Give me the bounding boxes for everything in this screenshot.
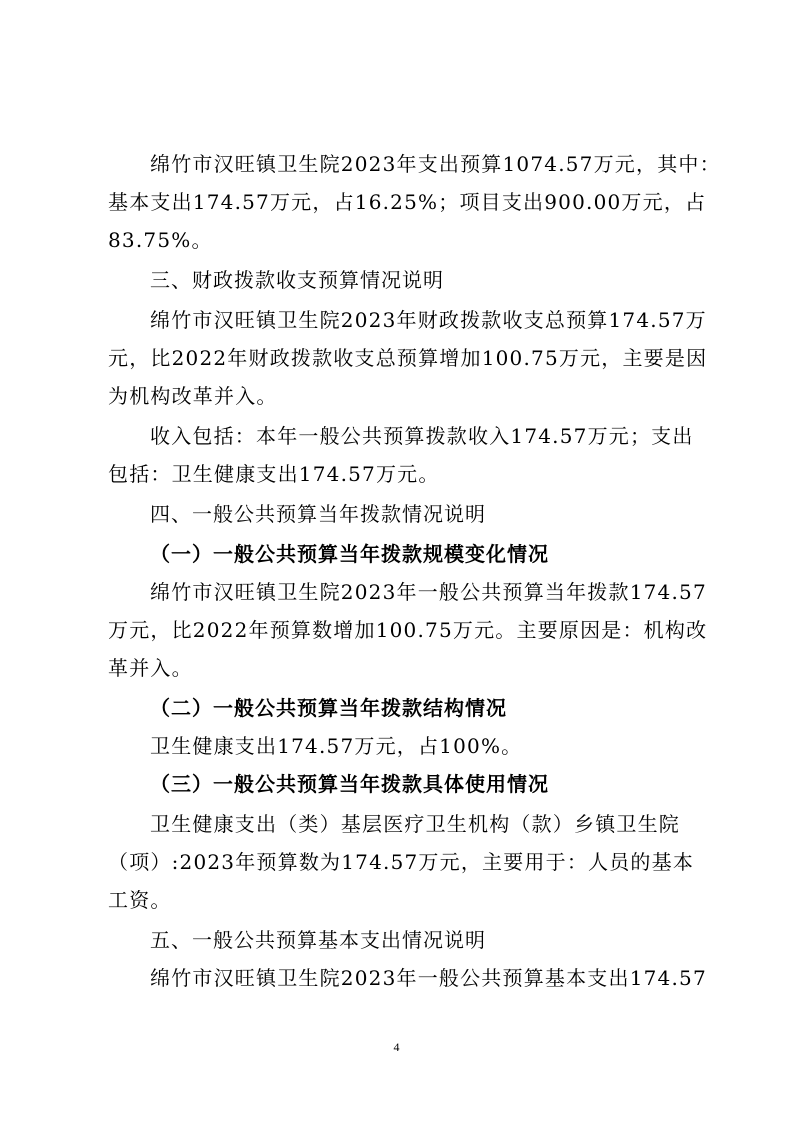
body-text-line: （项）:2023年预算数为174.57万元，主要用于：人员的基本 — [108, 850, 695, 874]
body-text-line: 绵竹市汉旺镇卫生院2023年一般公共预算当年拨款174.57 — [150, 580, 707, 604]
section-heading: 四、一般公共预算当年拨款情况说明 — [150, 502, 486, 526]
section-heading: 五、一般公共预算基本支出情况说明 — [150, 928, 486, 952]
body-text-line: 卫生健康支出（类）基层医疗卫生机构（款）乡镇卫生院 — [150, 812, 680, 836]
subsection-heading: （三）一般公共预算当年拨款具体使用情况 — [150, 772, 549, 796]
body-text-line: 基本支出174.57万元，占16.25%；项目支出900.00万元，占 — [108, 190, 707, 214]
body-text-line: 绵竹市汉旺镇卫生院2023年一般公共预算基本支出174.57 — [150, 966, 707, 990]
body-text-line: 万元，比2022年预算数增加100.75万元。主要原因是：机构改 — [108, 618, 708, 642]
body-text-line: 收入包括：本年一般公共预算拨款收入174.57万元；支出 — [150, 424, 694, 448]
body-text-line: 为机构改革并入。 — [108, 384, 278, 408]
body-text-line: 元，比2022年财政拨款收支总预算增加100.75万元，主要是因 — [108, 346, 708, 370]
body-text-line: 工资。 — [108, 888, 172, 912]
body-text-line: 83.75%。 — [108, 228, 213, 252]
subsection-heading: （二）一般公共预算当年拨款结构情况 — [150, 696, 507, 720]
body-text-line: 绵竹市汉旺镇卫生院2023年财政拨款收支总预算174.57万 — [150, 308, 707, 332]
subsection-heading: （一）一般公共预算当年拨款规模变化情况 — [150, 542, 549, 566]
body-text-line: 包括：卫生健康支出174.57万元。 — [108, 462, 440, 486]
body-text-line: 革并入。 — [108, 656, 193, 680]
body-text-line: 卫生健康支出174.57万元，占100%。 — [150, 734, 523, 758]
body-text-line: 绵竹市汉旺镇卫生院2023年支出预算1074.57万元，其中： — [150, 152, 721, 176]
page-number: 4 — [393, 1040, 400, 1054]
section-heading: 三、财政拨款收支预算情况说明 — [150, 268, 444, 292]
